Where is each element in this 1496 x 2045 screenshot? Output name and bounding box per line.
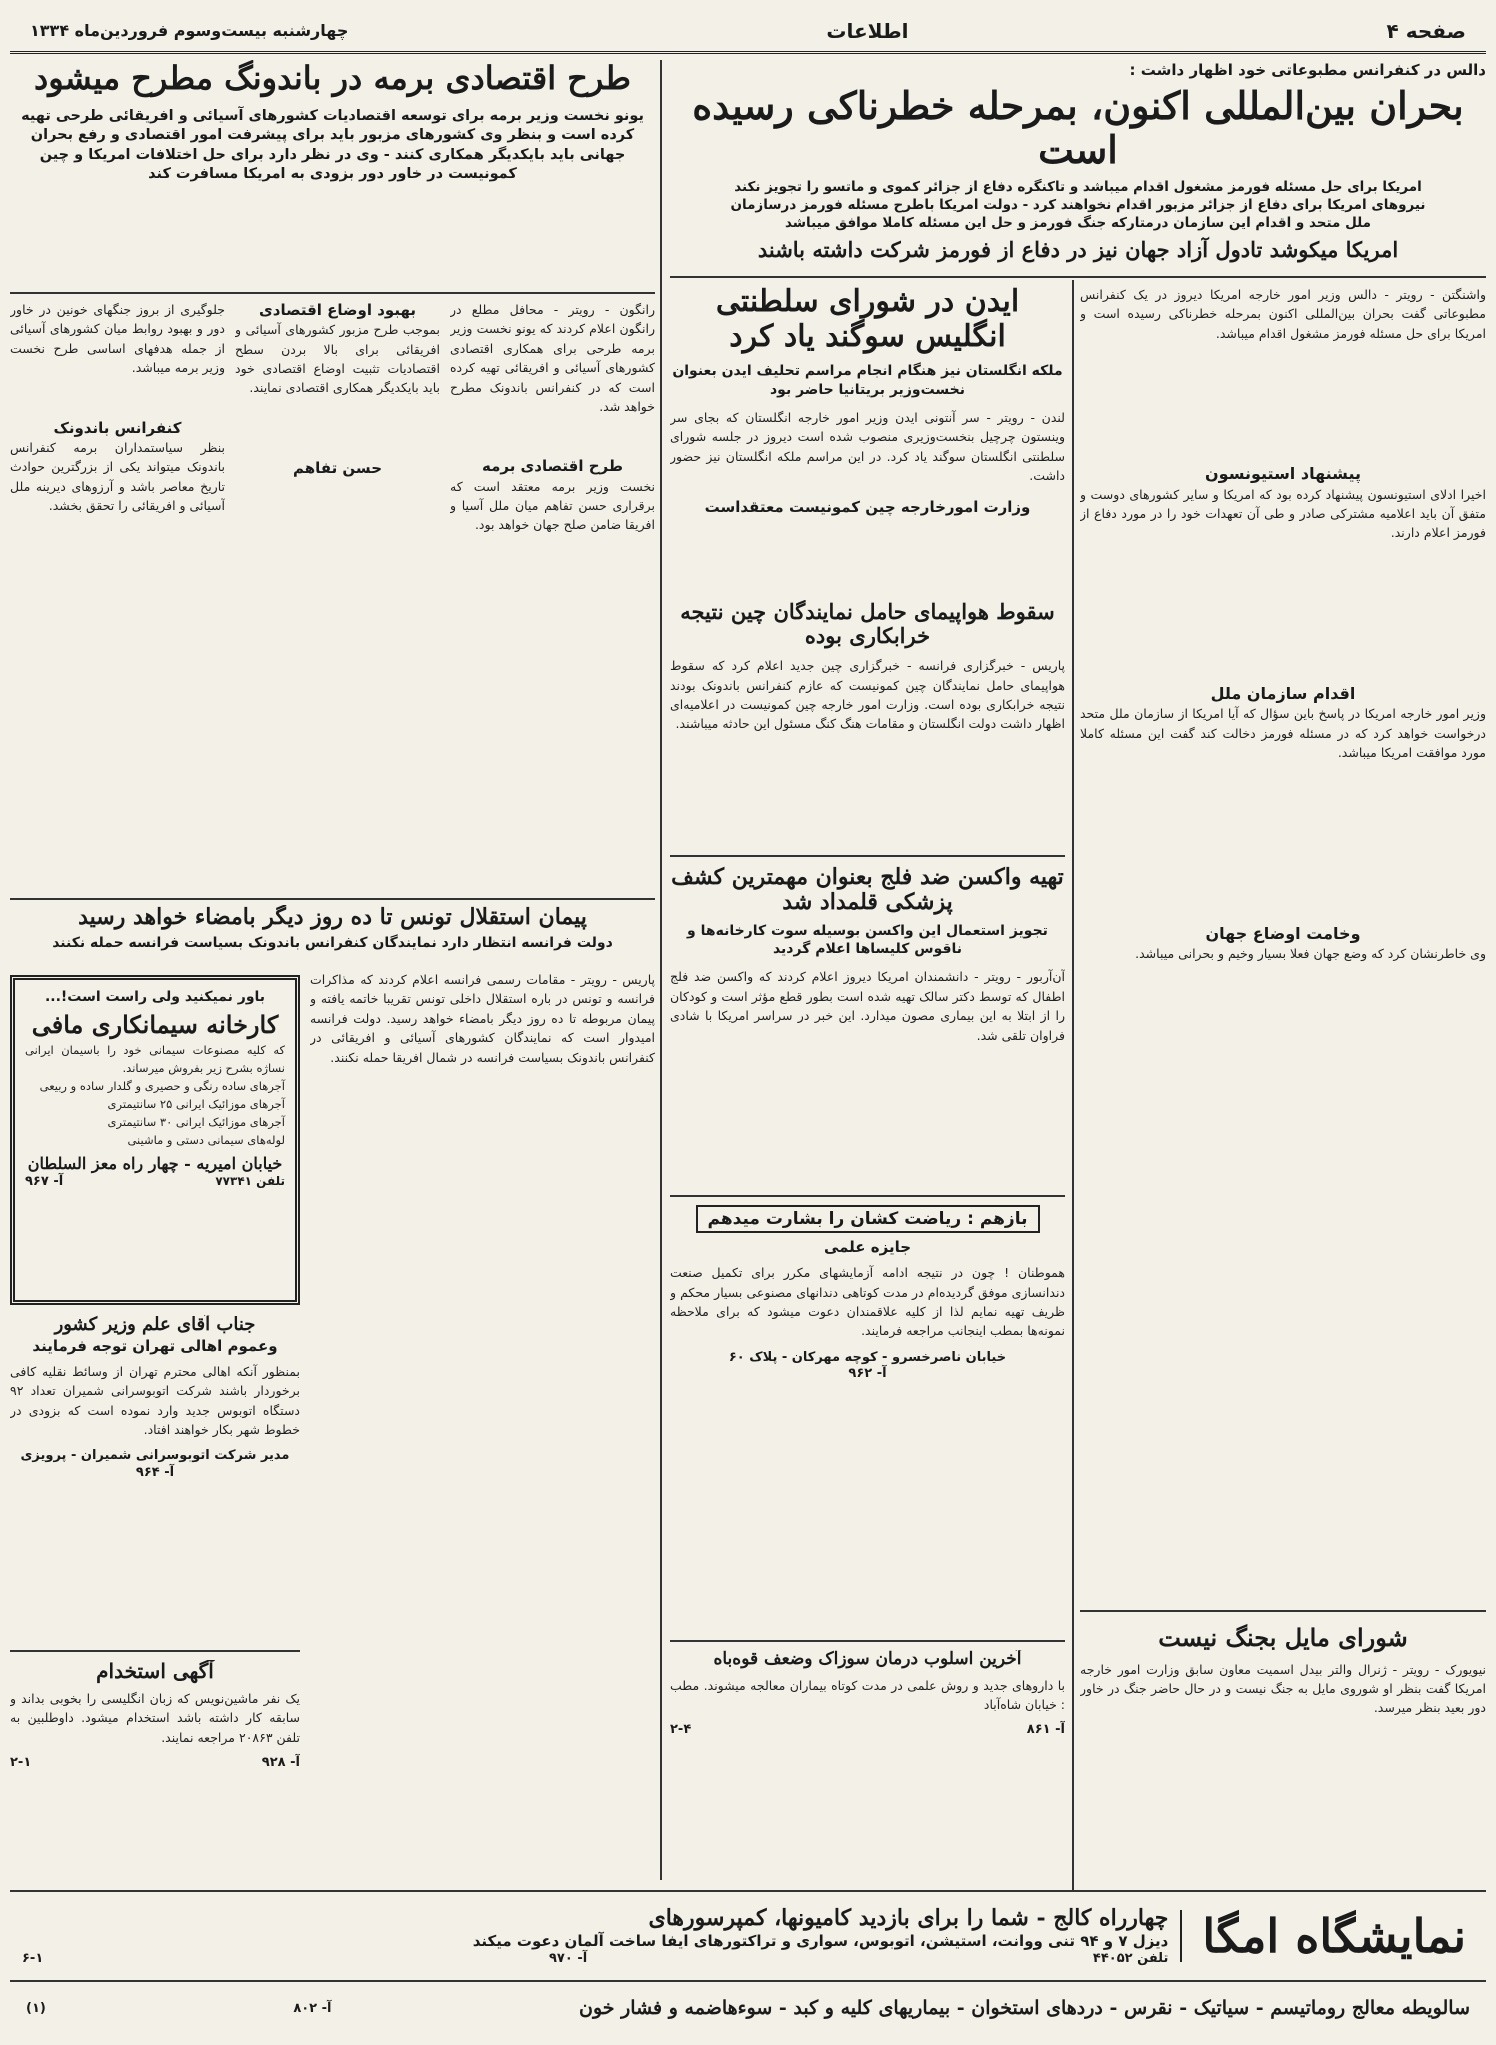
article-body: وزیر امور خارجه امریکا در پاسخ باین سؤال که آیا امریکا از سازمان ملل متحد درخواست خواهد کرد که در مسئله فورمز دخالت کند گفت این مسئله کاملا مورد موافقت امریکا میباشد. bbox=[1080, 706, 1486, 761]
article-headline: ایدن در شورای سلطنتی انگلیس سوگند یاد کرد bbox=[715, 285, 1020, 354]
article-subhead: وخامت اوضاع جهان bbox=[1205, 923, 1361, 943]
ad-title: بازهم : ریاضت کشان را بشارت میدهم bbox=[696, 1205, 1040, 1233]
article-headline: بحران بین‌المللی اکنون، بمرحله خطرناکی رسیده است bbox=[692, 83, 1464, 172]
plane-article bbox=[670, 600, 1065, 850]
ad-phone: تلفن ۴۴۰۵۲ bbox=[1092, 1951, 1169, 1967]
ad-code: آ- ۹۶۷ bbox=[25, 1173, 64, 1189]
ad-tagline: باور نمیکنید ولی راست است!... bbox=[44, 989, 266, 1005]
section-divider bbox=[670, 1640, 1065, 1642]
article-body: نیویورک - رویتر - ژنرال والتر بیدل اسمیت معاون سابق وزارت امور خارجه امریکا گفت بنظر او شوروی مایل به جنگ نیست و در حال حاضر جنگ در خاور دور بعید بنظر میرسد. bbox=[1080, 1661, 1486, 1716]
ad-line: چهارراه کالج - شما را برای بازدید کامیونها، کمپرسورهای bbox=[648, 1904, 1169, 1931]
ad-code: آ- ۹۶۲ bbox=[848, 1366, 887, 1382]
section-divider bbox=[1080, 1610, 1486, 1612]
ad-intro: که کلیه مصنوعات سیمانی خود را باسیمان ایرانی نساژه بشرح زیر بفروش میرساند. bbox=[25, 1043, 285, 1076]
ad-code: آ- ۹۲۸ bbox=[261, 1755, 300, 1771]
ad-text: سالویطه معالج روماتیسم - سیاتیک - نقرس - دردهای استخوان - بیماریهای کلیه و کبد - سوء‌هاضمه و فشار خون bbox=[579, 1996, 1470, 2019]
article-subhead: وزارت امورخارجه چین کمونیست معتقداست bbox=[704, 498, 1031, 517]
polio-article bbox=[670, 865, 1065, 1190]
burma-column-a bbox=[450, 300, 655, 890]
article-deck: دولت فرانسه انتظار دارد نمایندگان کنفرانس باندونک بسیاست فرانسه حمله نکنند bbox=[52, 935, 613, 952]
article-subhead: پیشنهاد استیونسون bbox=[1205, 464, 1361, 484]
article-subhead: حسن تفاهم bbox=[292, 458, 383, 477]
article-subhead: اقدام سازمان ملل bbox=[1210, 683, 1356, 703]
ad-code: آ- ۸۰۲ bbox=[293, 2001, 332, 2016]
ad-code: ۲-۴ bbox=[670, 1722, 692, 1738]
ad-code: ۶-۱ bbox=[22, 1951, 44, 1967]
article-deck-line: نیروهای امریکا برای دفاع از جزائر مزبور اقدام نخواهند کرد - دولت امریکا باطرح مسئله فورمز درسازمان bbox=[730, 196, 1426, 213]
ad-address: خیابان امیریه - چهار راه معز السلطان bbox=[27, 1154, 283, 1174]
ad-code: آ- ۹۷۰ bbox=[548, 1951, 588, 1967]
ad-address: خیابان ناصرخسرو - کوچه مهرکان - پلاک ۶۰ bbox=[728, 1349, 1007, 1365]
article-body: واشنگتن - رویتر - دالس وزیر امور خارجه امریکا دیروز در یک کنفرانس مطبوعاتی گفت بحران بین‌المللی اکنون بمرحله خطرناکی رسیده است و امریکا برای حل مسئله فورمز مشغول اقدام میباشد. bbox=[1080, 287, 1486, 341]
article-body: رانگون - رویتر - محافل مطلع در رانگون اعلام کردند که یونو نخست وزیر برمه طرحی برای همکاری اقتصادی کشورهای آسیائی و افریقائی تهیه کرده است که در کنفرانس باندونک مطرح خواهد شد. bbox=[450, 302, 655, 414]
section-divider bbox=[10, 1980, 1486, 1982]
ad-item: آجرهای موزائیک ایرانی ۲۵ سانتیمتری bbox=[107, 1096, 285, 1111]
newspaper-name: اطلاعات bbox=[826, 18, 909, 43]
ad-body: با داروهای جدید و روش علمی در مدت کوتاه بیماران معالجه میشوند. مطب : خیابان شاه‌آباد bbox=[670, 1677, 1065, 1712]
ad-code: آ- ۸۶۱ bbox=[1026, 1722, 1065, 1738]
article-body: بموجب طرح مزبور کشورهای آسیائی و افریقائی برای بالا بردن سطح اقتصادیات تثبیت اوضاع اقتصادی خود باید بایکدیگر همکاری اقتصادی نمایند. bbox=[235, 322, 440, 396]
article-headline: سقوط هواپیمای حامل نمایندگان چین نتیجه خرابکاری بوده bbox=[680, 600, 1055, 649]
article-body: نخست وزیر برمه معتقد است که برقراری حسن تفاهم میان ملل آسیا و افریقا ضامن صلح جهان خواهد بود. bbox=[450, 478, 655, 533]
tunisia-article-body bbox=[310, 970, 655, 1880]
ad-title: آگهی استخدام bbox=[96, 1660, 214, 1683]
article-body: اخیرا ادلای استیونسون پیشنهاد کرده بود که امریکا و سایر کشورهای دوست و متفق آن باید اعلامیه مشترکی صادر و طی آن تعهدات خود را در مورد دفاع از فورمز اعلام دارند. bbox=[1080, 486, 1486, 541]
column-divider bbox=[660, 60, 662, 1880]
section-divider bbox=[10, 1890, 1486, 1892]
article-headline: تهیه واکسن ضد فلج بعنوان مهمترین کشف پزشکی قلمداد شد bbox=[671, 865, 1064, 916]
article-deck-line: امریکا برای حل مسئله فورمز مشغول اقدام میباشد و تاکنگره دفاع از جزائر کموی و ماتسو را تجویز نکند bbox=[734, 178, 1422, 195]
eden-article bbox=[670, 285, 1065, 590]
section-divider bbox=[670, 855, 1065, 857]
ad-item: آجرهای ساده رنگی و حصیری و گلدار ساده و ربیعی bbox=[39, 1079, 285, 1094]
hiring-ad bbox=[10, 1660, 300, 1880]
minister-letter bbox=[10, 1315, 300, 1645]
mafi-ad bbox=[10, 975, 300, 1305]
newspaper-page bbox=[10, 10, 1486, 2035]
article-body: وی خاطرنشان کرد که وضع جهان فعلا بسیار وخیم و بحرانی میباشد. bbox=[1135, 946, 1486, 962]
ad-code: ۲-۱ bbox=[10, 1755, 32, 1771]
footer-ad bbox=[10, 1986, 1486, 2031]
article-body: آن‌آربور - رویتر - دانشمندان امریکا دیروز اعلام کردند که واکسن ضد فلج اطفال که توسط دکتر سالک تهیه شده است بطور قطع مؤثر است و کودکان را از ابتلا به این بیماری مصون میدارد. این خبر در سراسر امریکا با شادی فراوان تلقی شد. bbox=[670, 969, 1065, 1043]
article-deck: یونو نخست وزیر برمه برای توسعه اقتصادیات کشورهای آسیائی و افریقائی طرحی تهیه کرده است و بنظر وی کشورهای مزبور باید برای پیشرفت امور اقتصادی و رفع بحران جهانی باید بایکدیگر همکاری کنند - وی در نظر دارد برای حل اختلافات امریکا و چین کمونیست در خاور دور بزودی به امریکا مسافرت کند bbox=[21, 107, 644, 183]
letter-body: بمنظور آنکه اهالی محترم تهران از وسائط نقلیه کافی برخوردار باشند شرکت اتوبوسرانی شمیران تعداد ۹۲ دستگاه اتوبوس جدید وارد نموده است که بزودی در خطوط شهر بکار خواهند افتاد. bbox=[10, 1363, 300, 1438]
date-line: چهارشنبه بیست‌وسوم فروردین‌ماه ۱۳۳۴ bbox=[30, 21, 349, 40]
article-subhead: بهبود اوضاع اقتصادی bbox=[259, 301, 416, 319]
omega-ad bbox=[10, 1896, 1486, 1976]
column-divider bbox=[1072, 280, 1074, 1890]
section-divider bbox=[10, 292, 655, 294]
article-deck: ملکه انگلستان نیز هنگام انجام مراسم تحلیف ایدن بعنوان نخست‌وزیر بریتانیا حاضر بود bbox=[672, 363, 1063, 398]
ad-body: هموطنان ! چون در نتیجه ادامه آزمایشهای مکرر برای تکمیل صنعت دندانسازی موفق گردیده‌ام در مدت کوتاهی دندانهای مصنوعی بسیار محکم و ظریف تهیه نمایم لذا از کلیه علاقمندان دعوت میشود که برای ملاحظه نمونه‌ها بمطب اینجانب مراجعه فرمایند. bbox=[670, 1265, 1065, 1339]
article-body: لندن - رویتر - سر آنتونی ایدن وزیر امور خارجه انگلستان که بجای سر وینستون چرچیل بنخست‌وزیری منصوب شده است دیروز در جلسه شورای سلطنتی انگلستان سوگند یاد کرد. در این مراسم ملکه انگلستان نیز حضور داشت. bbox=[670, 409, 1065, 483]
page-number: صفحه ۴ bbox=[1386, 18, 1466, 43]
ad-title: کارخانه سیمانکاری مافی bbox=[31, 1009, 279, 1039]
section-divider bbox=[10, 1650, 300, 1652]
ad-body: یک نفر ماشین‌نویس که زبان انگلیسی را بخوبی بداند و سابقه کار داشته باشد استخدام میشود. داوطلبین به تلفن ۲۰۸۶۳ مراجعه نمایند. bbox=[10, 1691, 300, 1745]
ad-phone: تلفن ۷۷۳۴۱ bbox=[215, 1174, 285, 1189]
letter-subheadline: وعموم اهالی تهران توجه فرمایند bbox=[32, 1336, 278, 1355]
article-subhead: کنفرانس باندونک bbox=[53, 418, 182, 437]
letter-headline: جناب آقای علم وزیر کشور bbox=[54, 1315, 256, 1335]
burma-column-b bbox=[235, 300, 440, 890]
shura-article bbox=[1080, 1610, 1486, 1880]
article-kicker: دالس در کنفرانس مطبوعاتی خود اظهار داشت : bbox=[1129, 61, 1486, 79]
tunisia-article-header bbox=[10, 905, 655, 965]
article-headline: شورای مایل بجنگ نیست bbox=[1158, 1623, 1408, 1652]
article-body: بنظر سیاستمداران برمه کنفرانس باندونک میتواند یکی از بزرگترین حوادث تاریخ معاصر باشد و آرزوهای دیرینه ملل آسیائی و افریقائی را تحقق بخشد. bbox=[10, 439, 225, 513]
letter-signature: مدیر شرکت اتوبوسرانی شمیران - پرویزی bbox=[20, 1448, 290, 1464]
article-body: پاریس - خبرگزاری فرانسه - خبرگزاری چین جدید اعلام کرد که سقوط هواپیمای حامل نمایندگان چین کمونیست که عازم کنفرانس باندونک بودند نتیجه خرابکاری بوده است. وزارت امور خارجه چین کمونیست در اعلامیه‌ای اظهار داشت دولت انگلستان و مقامات هنگ کنگ مسئول این حادثه میباشند. bbox=[670, 658, 1065, 732]
ad-title: آخرین اسلوب درمان سوزاک وضعف قوه‌باه bbox=[713, 1650, 1022, 1669]
article-deck-line: ملل متحد و اقدام این سازمان درمتارکه جنگ فورمز و حل این مسئله کاملا موافق میباشد bbox=[784, 215, 1372, 232]
section-divider bbox=[670, 1195, 1065, 1197]
article-headline-secondary: امریکا میکوشد تادول آزاد جهان نیز در دفاع از فورمز شرکت داشته باشند bbox=[757, 237, 1399, 263]
article-body: پاریس - رویتر - مقامات رسمی فرانسه اعلام کردند که مذاکرات فرانسه و تونس در باره استقلال داخلی تونس تقریبا خاتمه یافته و پیمان مربوطه تا ده روز دیگر بامضاء خواهد رسید. دولت فرانسه امیدوار است که نمایندگان کشورهای آسیائی و افریقائی در کنفرانس باندونک بسیاست فرانسه در شمال افریقا حمله نکنند. bbox=[310, 972, 655, 1065]
section-divider bbox=[10, 898, 655, 900]
dental-ad bbox=[670, 1205, 1065, 1635]
section-divider bbox=[670, 276, 1486, 278]
ad-item: آجرهای موزائیک ایرانی ۳۰ سانتیمتری bbox=[107, 1114, 285, 1129]
ad-code: (۱) bbox=[26, 2001, 46, 2016]
article-subhead: طرح اقتصادی برمه bbox=[481, 457, 623, 476]
burma-column-c bbox=[10, 300, 225, 890]
burma-article-header bbox=[10, 60, 655, 290]
masthead bbox=[10, 10, 1486, 54]
article-headline: طرح اقتصادی برمه در باندونگ مطرح میشود bbox=[33, 60, 631, 97]
ad-item: لوله‌های سیمانی دستی و ماشینی bbox=[127, 1132, 285, 1147]
dulles-article-header bbox=[670, 60, 1486, 275]
article-headline: پیمان استقلال تونس تا ده روز دیگر بامضاء خواهد رسید bbox=[78, 905, 587, 930]
ad-code: آ- ۹۶۴ bbox=[135, 1464, 175, 1480]
ad-brand: نمایشگاه امگا bbox=[1180, 1910, 1486, 1963]
clinic-ad bbox=[670, 1650, 1065, 1880]
article-body: جلوگیری از بروز جنگهای خونین در خاور دور و بهبود روابط میان کشورهای آسیائی از جمله هدفهای اساسی طرح نخست وزیر برمه میباشد. bbox=[10, 302, 225, 376]
ad-subtitle: جایزه علمی bbox=[823, 1238, 912, 1256]
article-deck: تجویز استعمال این واکسن بوسیله سوت کارخانه‌ها و ناقوس کلیساها اعلام گردید bbox=[687, 922, 1048, 958]
ad-line: دیزل ۷ و ۹۴ تنی ووانت، استیشن، اتوبوس، سواری و تراکتورهای ایفا ساخت آلمان دعوت میکند bbox=[472, 1932, 1169, 1951]
